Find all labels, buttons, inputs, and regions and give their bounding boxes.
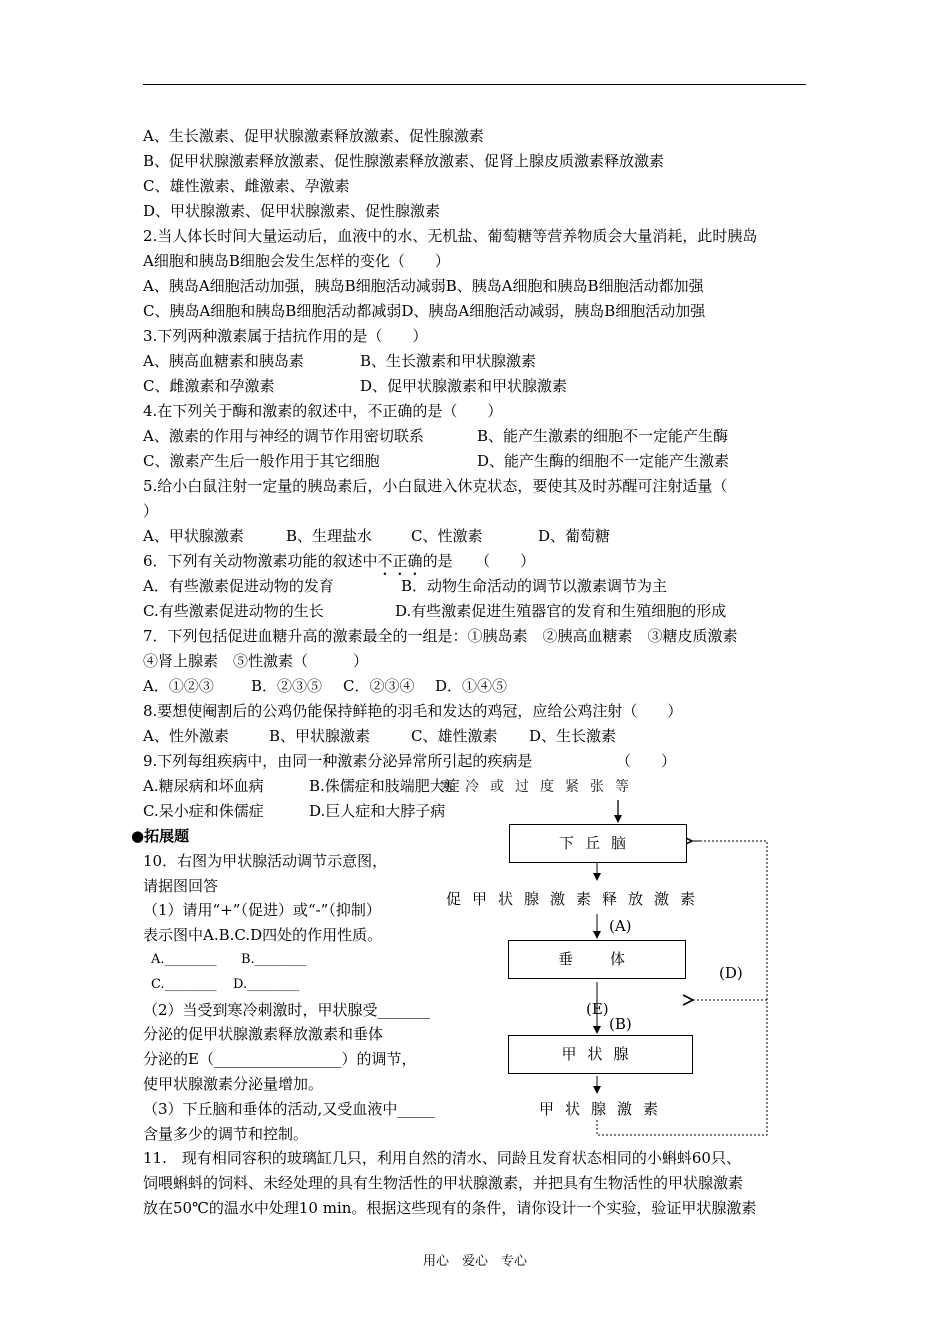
q10-blank-c: C.________ bbox=[151, 977, 217, 992]
q8-option-c: C、雄性激素 bbox=[411, 727, 498, 745]
box-hypothalamus-label: 下丘脑 bbox=[558, 834, 637, 852]
q1-option-a: A、生长激素、促甲状腺激素释放激素、促性腺激素 bbox=[143, 127, 484, 145]
feedback-line bbox=[597, 841, 767, 1135]
box-pituitary bbox=[508, 940, 686, 979]
hormone-trh-label: 促甲状腺激素释放激素 bbox=[446, 890, 707, 908]
q11-line2: 饲喂蝌蚪的饲料、未经处理的具有生物活性的甲状腺激素，并把具有生物活性的甲状腺激素 bbox=[143, 1174, 744, 1192]
q5-stem-line2: ） bbox=[143, 502, 159, 520]
q9-option-a: A.糖尿病和坏血病 bbox=[143, 777, 264, 795]
q5-option-a: A、甲状腺激素 bbox=[143, 527, 244, 545]
q6-stem-emphasis: 不正确 bbox=[377, 552, 423, 570]
q6-option-d: D.有些激素促进生殖器官的发育和生殖细胞的形成 bbox=[395, 602, 727, 620]
q4-option-b: B、能产生激素的细胞不一定能产生酶 bbox=[477, 427, 729, 445]
q8-option-b: B、甲状腺激素 bbox=[269, 727, 371, 745]
q4-option-c: C、激素产生后一般作用于其它细胞 bbox=[143, 452, 380, 470]
page-footer: 用心 爱心 专心 bbox=[422, 1254, 527, 1269]
q6-stem-part1: 6．下列有关动物激素功能的叙述中 bbox=[143, 552, 378, 570]
label-d: (D) bbox=[719, 964, 743, 982]
q10-line9: 分泌的E（_________________）的调节， bbox=[143, 1050, 417, 1068]
q10-line1: 10．右图为甲状腺活动调节示意图， bbox=[143, 852, 388, 870]
q5-option-b: B、生理盐水 bbox=[286, 527, 373, 545]
q2-stem-line2: A细胞和胰岛B细胞会发生怎样的变化（ ） bbox=[143, 252, 450, 270]
q7-stem-line2: ④肾上腺素 ⑤性激素（ ） bbox=[143, 652, 369, 670]
label-e: (E) bbox=[586, 1000, 609, 1018]
q7-option-c: C．②③④ bbox=[343, 677, 415, 695]
box-thyroid bbox=[508, 1035, 693, 1074]
q3-option-c: C、雌激素和孕激素 bbox=[143, 377, 275, 395]
q10-line7: （2）当受到寒冷刺激时，甲状腺受_______ bbox=[143, 1001, 431, 1019]
box-thyroid-label: 甲状腺 bbox=[561, 1045, 640, 1063]
q7-option-b: B．②③⑤ bbox=[251, 677, 323, 695]
q10-line4: 表示图中A.B.C.D四处的作用性质。 bbox=[143, 926, 383, 944]
q10-line12: 含量多少的调节和控制。 bbox=[143, 1125, 309, 1143]
q10-line11: （3）下丘脑和垂体的活动,又受血液中_____ bbox=[143, 1100, 435, 1118]
q9-stem: 9.下列每组疾病中，由同一种激素分泌异常所引起的疾病是 bbox=[143, 752, 533, 770]
q10-line10: 使甲状腺激素分泌量增加。 bbox=[143, 1075, 324, 1093]
q9-answer-paren: （ ） bbox=[616, 752, 677, 770]
q8-stem: 8.要想使阉割后的公鸡仍能保持鲜艳的羽毛和发达的鸡冠，应给公鸡注射（ ） bbox=[143, 702, 683, 720]
q4-stem: 4.在下列关于酶和激素的叙述中，不正确的是（ ） bbox=[143, 402, 503, 420]
q10-line8: 分泌的促甲状腺激素释放激素和垂体 bbox=[143, 1025, 384, 1043]
q10-blank-a: A.________ bbox=[151, 952, 217, 967]
q9-option-d: D.巨人症和大脖子病 bbox=[309, 802, 446, 820]
q1-option-c: C、雄性激素、雌激素、孕激素 bbox=[143, 177, 350, 195]
label-b: (B) bbox=[609, 1015, 632, 1033]
q10-line2: 请据图回答 bbox=[143, 877, 219, 895]
q6-stem-part2: 的是 （ ） bbox=[422, 552, 536, 570]
q8-option-d: D、生长激素 bbox=[529, 727, 617, 745]
q1-option-b: B、促甲状腺激素释放激素、促性腺激素释放激素、促肾上腺皮质激素释放激素 bbox=[143, 152, 665, 170]
q11-line3: 放在50℃的温水中处理10 min。根据这些现有的条件，请你设计一个实验，验证甲状腺激素 bbox=[143, 1199, 757, 1217]
q7-option-a: A．①②③ bbox=[143, 677, 214, 695]
q3-stem: 3.下列两种激素属于拮抗作用的是（ ） bbox=[143, 327, 428, 345]
q3-option-a: A、胰高血糖素和胰岛素 bbox=[143, 352, 304, 370]
q2-options-line2: C、胰岛A细胞和胰岛B细胞活动都减弱D、胰岛A细胞活动减弱，胰岛B细胞活动加强 bbox=[143, 302, 706, 320]
q9-option-c: C.呆小症和侏儒症 bbox=[143, 802, 264, 820]
q3-option-d: D、促甲状腺激素和甲状腺激素 bbox=[360, 377, 568, 395]
q6-option-b: B．动物生命活动的调节以激素调节为主 bbox=[401, 577, 668, 595]
q6-option-a: A．有些激素促进动物的发育 bbox=[143, 577, 334, 595]
q7-option-d: D．①④⑤ bbox=[435, 677, 508, 695]
q1-option-d: D、甲状腺激素、促甲状腺激素、促性腺激素 bbox=[143, 202, 441, 220]
q2-options-line1: A、胰岛A细胞活动加强，胰岛B细胞活动减弱B、胰岛A细胞和胰岛B细胞活动都加强 bbox=[143, 277, 704, 295]
q9-option-b: B.侏儒症和肢端肥大症 bbox=[309, 777, 460, 795]
q10-line3: （1）请用“+”（促进）或“-”（抑制） bbox=[143, 901, 381, 919]
q4-option-d: D、能产生酶的细胞不一定能产生激素 bbox=[477, 452, 730, 470]
q5-option-d: D、葡萄糖 bbox=[538, 527, 611, 545]
q5-stem-line1: 5.给小白鼠注射一定量的胰岛素后，小白鼠进入休克状态，要使其及时苏醒可注射适量（ bbox=[143, 477, 728, 495]
box-hypothalamus bbox=[509, 824, 687, 863]
q10-blank-d: D.________ bbox=[233, 977, 300, 992]
q11-line1: 11. 现有相同容积的玻璃缸几只，利用自然的清水、同龄且发育状态相同的小蝌蚪60只、 bbox=[143, 1149, 741, 1167]
q6-option-c: C.有些激素促进动物的生长 bbox=[143, 602, 324, 620]
q7-stem-line1: 7．下列包括促进血糖升高的激素最全的一组是：①胰岛素 ②胰高血糖素 ③糖皮质激素 bbox=[143, 627, 738, 645]
q4-option-a: A、激素的作用与神经的调节作用密切联系 bbox=[143, 427, 424, 445]
hormone-thyroid-label: 甲状腺激素 bbox=[539, 1100, 670, 1118]
q8-option-a: A、性外激素 bbox=[143, 727, 229, 745]
q3-option-b: B、生长激素和甲状腺激素 bbox=[360, 352, 537, 370]
q2-stem-line1: 2.当人体长时间大量运动后，血液中的水、无机盐、葡萄糖等营养物质会大量消耗，此时胰岛 bbox=[143, 227, 758, 245]
diagram-stimulus: 寒冷或过度紧张等 bbox=[440, 779, 640, 795]
q10-blank-b: B.________ bbox=[241, 952, 307, 967]
box-pituitary-label: 垂 体 bbox=[557, 950, 636, 968]
label-a: (A) bbox=[609, 917, 632, 935]
section-title: ●拓展题 bbox=[131, 827, 190, 845]
q5-option-c: C、性激素 bbox=[411, 527, 483, 545]
